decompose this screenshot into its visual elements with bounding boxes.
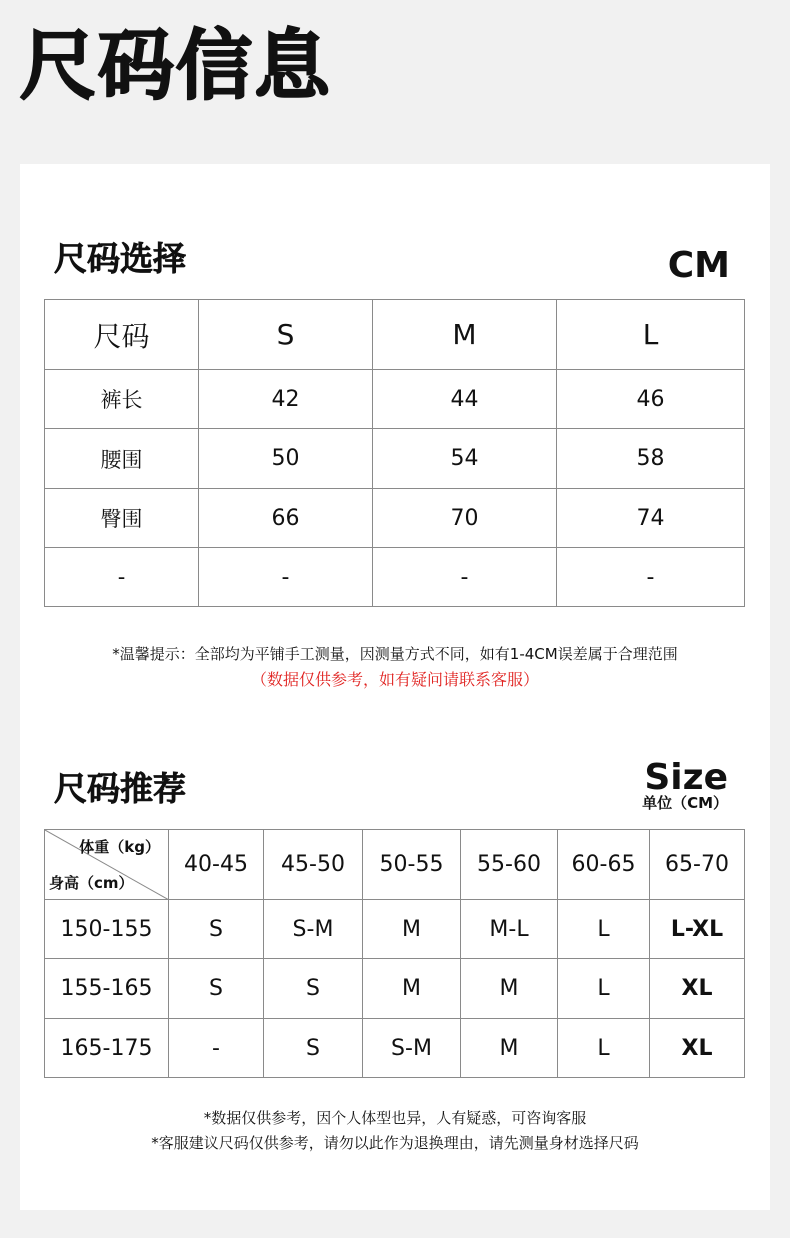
size-recommend-title: 尺码推荐 — [54, 769, 186, 808]
table-cell: 70 — [373, 489, 557, 548]
size-cell: XL — [650, 959, 745, 1019]
measurement-note: *温馨提示：全部均为平铺手工测量，因测量方式不同，如有1-4CM误差属于合理范围 — [112, 645, 678, 663]
size-cell: - — [169, 1019, 264, 1078]
weight-header-cell: 60-65 — [558, 830, 650, 900]
header-cell-l: L — [557, 300, 745, 370]
table-row — [45, 429, 745, 489]
row-label-length: 裤长 — [45, 370, 199, 429]
table-cell: 42 — [199, 370, 373, 429]
table-header-row — [45, 830, 745, 900]
table-row — [45, 900, 745, 959]
table-cell: 58 — [557, 429, 745, 489]
weight-header-cell: 40-45 — [169, 830, 264, 900]
recommend-note-2: *客服建议尺码仅供参考，请勿以此作为退换理由，请先测量身材选择尺码 — [151, 1134, 639, 1152]
size-info-card — [20, 164, 770, 1210]
weight-header-cell: 45-50 — [264, 830, 363, 900]
table-cell: 44 — [373, 370, 557, 429]
size-cell: S — [264, 959, 363, 1019]
height-cell: 155-165 — [45, 959, 169, 1019]
size-cell: L — [558, 900, 650, 959]
height-cell: 165-175 — [45, 1019, 169, 1078]
table-row — [45, 959, 745, 1019]
size-cell: M — [363, 959, 461, 1019]
size-cell: L — [558, 1019, 650, 1078]
table-row — [45, 548, 745, 607]
size-cell: S — [169, 959, 264, 1019]
unit-label: 单位（CM） — [642, 794, 728, 812]
weight-header-cell: 55-60 — [461, 830, 558, 900]
reference-note-red: （数据仅供参考，如有疑问请联系客服） — [250, 670, 539, 689]
table-row — [45, 489, 745, 548]
header-cell-s: S — [199, 300, 373, 370]
table-cell: 54 — [373, 429, 557, 489]
row-label-empty: - — [45, 548, 199, 607]
table-cell: 74 — [557, 489, 745, 548]
unit-cm-label: CM — [667, 245, 730, 286]
size-recommend-table — [44, 829, 745, 1078]
table-cell: 50 — [199, 429, 373, 489]
weight-header-cell: 50-55 — [363, 830, 461, 900]
corner-header-cell — [45, 830, 169, 900]
weight-header-cell: 65-70 — [650, 830, 745, 900]
table-cell: - — [557, 548, 745, 607]
header-cell-m: M — [373, 300, 557, 370]
table-cell: - — [373, 548, 557, 607]
row-label-waist: 腰围 — [45, 429, 199, 489]
size-cell: M — [461, 959, 558, 1019]
size-cell: L-XL — [650, 900, 745, 959]
table-row — [45, 370, 745, 429]
row-label-hip: 臀围 — [45, 489, 199, 548]
header-cell-size: 尺码 — [45, 300, 199, 370]
size-cell: S-M — [363, 1019, 461, 1078]
size-cell: M-L — [461, 900, 558, 959]
weight-axis-label: 体重（kg） — [79, 838, 160, 856]
size-cell: S — [264, 1019, 363, 1078]
table-row — [45, 1019, 745, 1078]
height-axis-label: 身高（cm） — [49, 874, 134, 892]
table-cell: 66 — [199, 489, 373, 548]
size-selection-table — [44, 299, 745, 607]
table-cell: - — [199, 548, 373, 607]
size-cell: M — [461, 1019, 558, 1078]
recommend-note-1: *数据仅供参考，因个人体型也异，人有疑惑，可咨询客服 — [203, 1109, 587, 1127]
height-cell: 150-155 — [45, 900, 169, 959]
size-cell: S-M — [264, 900, 363, 959]
size-cell: M — [363, 900, 461, 959]
size-cell: L — [558, 959, 650, 1019]
table-cell: 46 — [557, 370, 745, 429]
size-selection-title: 尺码选择 — [54, 239, 186, 278]
size-cell: XL — [650, 1019, 745, 1078]
page-title: 尺码信息 — [20, 21, 332, 110]
size-label: Size — [644, 757, 728, 798]
size-cell: S — [169, 900, 264, 959]
table-header-row — [45, 300, 745, 370]
